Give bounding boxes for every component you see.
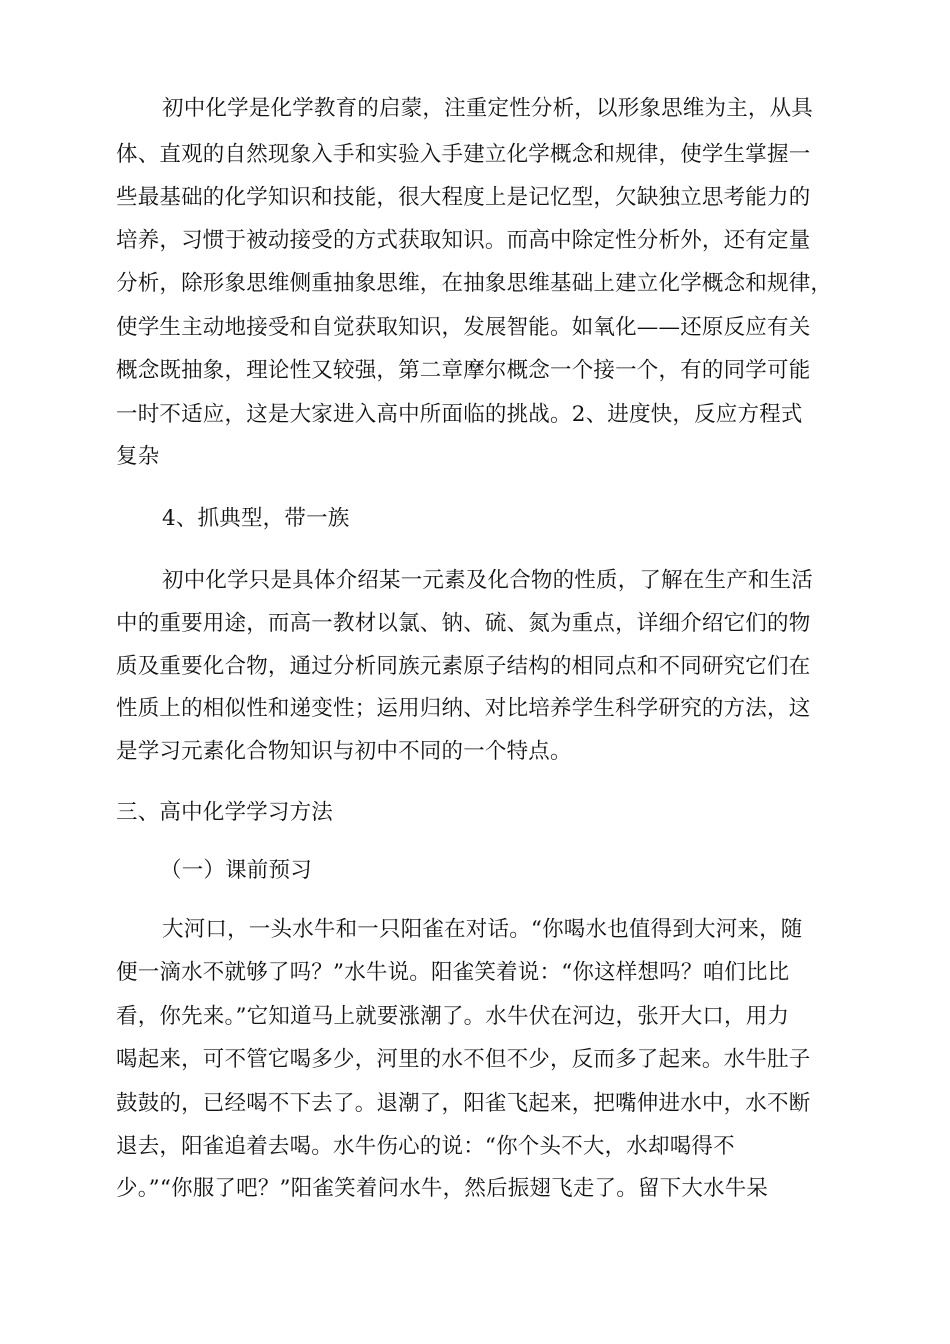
paragraph-line: 初中化学是化学教育的启蒙，注重定性分析，以形象思维为主，从具 (162, 96, 814, 121)
paragraph-line: 复杂 (116, 444, 160, 469)
paragraph-line: 中的重要用途，而高一教材以氯、钠、硫、氮为重点，详细介绍它们的物 (116, 611, 811, 636)
paragraph-line: 少。”“你服了吧？”阳雀笑着问水牛，然后振翅飞走了。留下大水牛呆 (116, 1176, 769, 1201)
paragraph-line: 概念既抽象，理论性又较强，第二章摩尔概念一个接一个，有的同学可能 (116, 358, 811, 383)
paragraph-line: 大河口，一头水牛和一只阳雀在对话。“你喝水也值得到大河来，随 (162, 917, 803, 942)
numbered-heading: 4、抓典型，带一族 (162, 506, 350, 531)
paragraph-line: 便一滴水不就够了吗？”水牛说。阳雀笑着说：“你这样想吗？咱们比比 (116, 960, 790, 985)
paragraph-line: 培养，习惯于被动接受的方式获取知识。而高中除定性分析外，还有定量 (116, 228, 811, 253)
paragraph-line: 是学习元素化合物知识与初中不同的一个特点。 (116, 739, 572, 764)
paragraph-line: 体、直观的自然现象入手和实验入手建立化学概念和规律，使学生掌握一 (116, 142, 811, 167)
subsection-title: （一）课前预习 (160, 858, 312, 883)
paragraph-line: 分析，除形象思维侧重抽象思维，在抽象思维基础上建立化学概念和规律， (116, 271, 833, 296)
paragraph-line: 使学生主动地接受和自觉获取知识，发展智能。如氧化——还原反应有关 (116, 315, 811, 340)
paragraph-line: 性质上的相似性和递变性；运用归纳、对比培养学生科学研究的方法，这 (116, 696, 811, 721)
paragraph-line: 初中化学只是具体介绍某一元素及化合物的性质，了解在生产和生活 (162, 568, 814, 593)
section-title: 三、高中化学学习方法 (116, 800, 334, 825)
paragraph-line: 退去，阳雀追着去喝。水牛伤心的说：“你个头不大，水却喝得不 (116, 1134, 735, 1159)
paragraph-line: 质及重要化合物，通过分析同族元素原子结构的相同点和不同研究它们在 (116, 654, 811, 679)
paragraph-line: 喝起来，可不管它喝多少，河里的水不但不少，反而多了起来。水牛肚子 (116, 1047, 811, 1072)
paragraph-line: 一时不适应，这是大家进入高中所面临的挑战。2、进度快，反应方程式 (116, 402, 803, 427)
paragraph-line: 鼓鼓的，已经喝不下去了。退潮了，阳雀飞起来，把嘴伸进水中，水不断 (116, 1091, 811, 1116)
paragraph-line: 看，你先来。”它知道马上就要涨潮了。水牛伏在河边，张开大口，用力 (116, 1004, 790, 1029)
paragraph-line: 些最基础的化学知识和技能，很大程度上是记忆型，欠缺独立思考能力的 (116, 185, 811, 210)
